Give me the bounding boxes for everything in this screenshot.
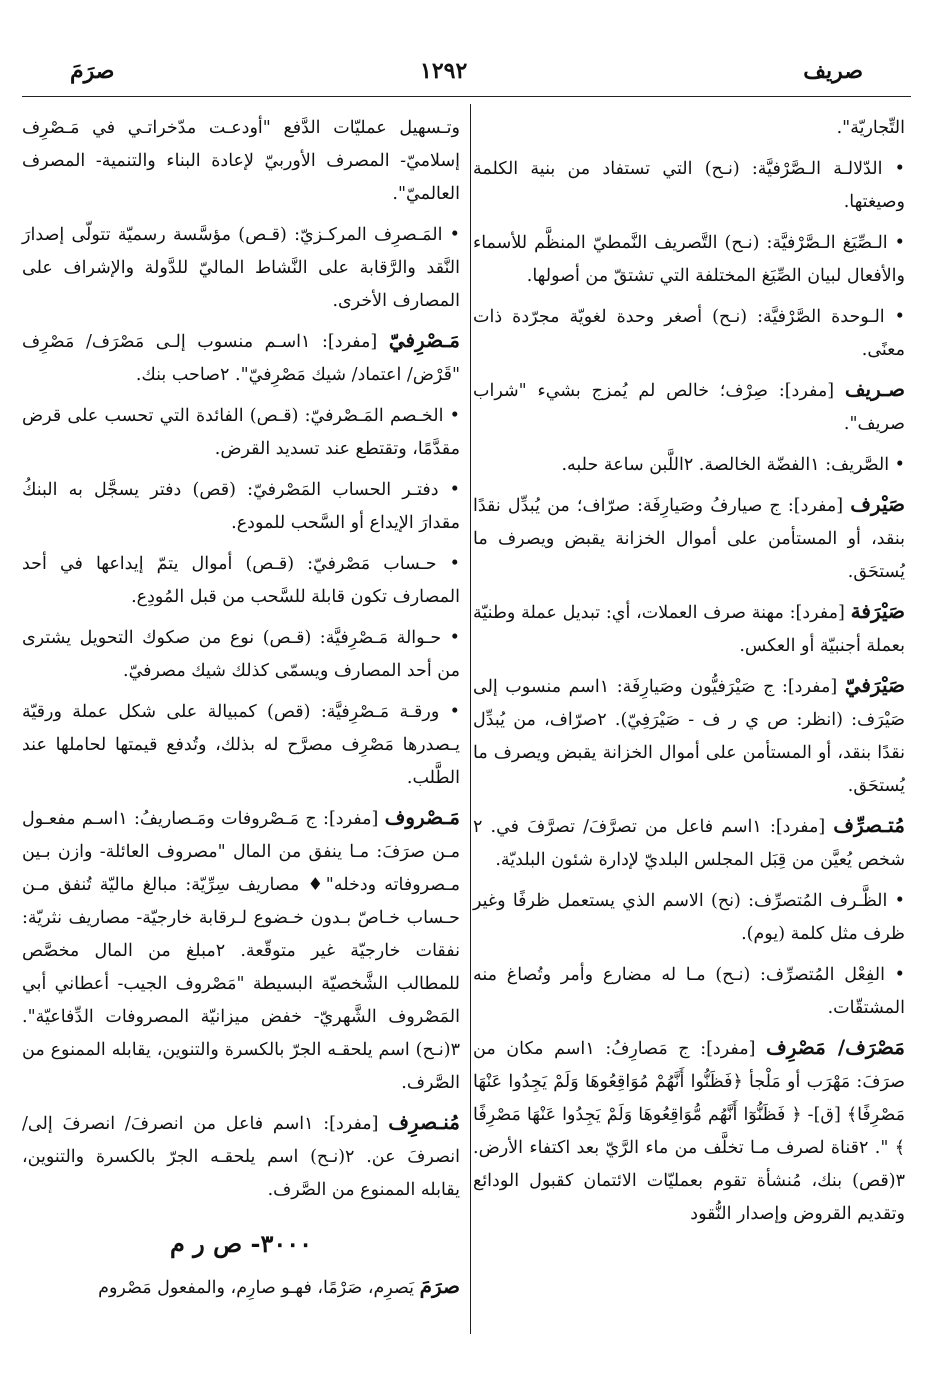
entry-text: • الصَّريف: ١الفضّة الخالصة. ٢اللَّبن ساعة حلبه. <box>561 455 905 475</box>
entry-paragraph <box>473 883 905 951</box>
entry-paragraph <box>473 957 905 1025</box>
entry-text: [مفرد]: ج مَصارِفُ: ١اسم مكان من صرَفَ: مَهْرَب أو مَلْجأ ﴿فَظَنُّوا أَنَّهُمْ مُوَاقِعُوهَا وَلَمْ يَجِدُوا عَنْهَا مَصْرِفًا﴾ [ق]- ﴿ فَظَنُّوٓا أَنَّهُم مُّوَاقِعُوهَا وَلَمْ يَجِدُوا عَنْهَا مَصْرِفًا ﴾ ". ٢قناة لصرف مـا تخلَّف من ماء الرَّيّ بعد اكتفاء الأرض. ٣(قص) بنك، مُنشأة تقوم بعمليّات الائتمان كقبول الودائع وتقديم القروض وإصدار النُّقود <box>473 1039 905 1224</box>
entry-text: • الدّلالـة الـصَّرْفيَّة: (نـح) التي تستفاد من بنية الكلمة وصيغتها. <box>473 159 905 212</box>
entry-headword: صَيْرَفة <box>850 599 905 623</box>
entry-paragraph <box>473 809 905 877</box>
entry-paragraph <box>473 447 905 482</box>
entry-text: التِّجاريّة". <box>836 118 905 138</box>
entry-paragraph <box>473 595 905 663</box>
entry-headword: صـريف <box>844 377 905 401</box>
entry-paragraph <box>22 694 460 795</box>
page-number: ١٢٩٢ <box>420 58 468 84</box>
header-left-word: صرَمَ <box>70 58 115 84</box>
column-divider <box>470 104 471 1334</box>
entry-text: • حـساب مَصْرفيّ: (قـص) أموال يتمّ إيداعها في أحد المصارف تكون قابلة للسَّحب من قبل المُودِع. <box>22 554 460 607</box>
entry-text: • دفتـر الحساب المَصْرفيّ: (قص) دفتر يسجَّل به البنكُ مقدارَ الإيداع أو السَّحب للمودع. <box>22 480 460 533</box>
entry-text: [مفرد]: ج صيارفُ وصَيارِفَة: صرّاف؛ من يُبدِّل نقدًا بنقد، أو المستأمن على أموال الخزانة يقبض ويصرف ما يُستحَق. <box>473 496 905 582</box>
entry-text: • الـوحدة الصَّرْفيَّة: (نـح) أصغر وحدة لغويّة مجرّدة ذات معنًى. <box>473 307 905 360</box>
entry-headword: مَـصْروف <box>384 805 460 829</box>
entry-paragraph <box>22 801 460 1100</box>
entry-text: • الفِعْل المُتصرِّف: (نـح) مـا له مضارع وأمر وتُصاغ منه المشتقّات. <box>473 965 905 1018</box>
entry-headword: مَصْرَف/ مَصْرِف <box>766 1035 905 1059</box>
entry-paragraph <box>22 1270 460 1305</box>
entry-headword: صَيْرف <box>850 492 905 516</box>
entry-text: [مفرد]: ١اسـم منسوب إلـى مَصْرَف/ مَصْرِف "قَرْض/ اعتماد/ شيك مَصْرِفيّ". ٢صاحب بنك. <box>22 332 460 385</box>
entry-text: [مفرد]: ١اسم فاعل من انصرفَ/ انصرفَ إلى/ انصرفَ عن. ٢(نـح) اسم يلحقـه الجرّ بالكسرة والتنوين، يقابله الممنوع من الصَّرف. <box>22 1114 460 1200</box>
entry-paragraph <box>473 110 905 145</box>
entry-paragraph <box>22 398 460 466</box>
entry-text: [مفرد]: مهنة صرف العملات، أي: تبديل عملة وطنيّة بعملة أجنبيّة أو العكس. <box>473 603 905 656</box>
entry-paragraph <box>473 299 905 367</box>
entry-text: [مفرد]: ١اسم فاعل من تصرَّفَ/ تصرَّفَ في. ٢ شخص يُعيَّن من قِبَل المجلس البلديّ لإدارة شئون البلديّة. <box>473 817 905 870</box>
right-column <box>473 110 905 1237</box>
entry-paragraph <box>473 669 905 803</box>
entry-headword: صَيْرَفيّ <box>844 673 905 697</box>
entry-headword: مُنـصرِف <box>388 1110 461 1134</box>
entry-headword: صرَمَ <box>419 1274 460 1298</box>
header-rule <box>22 96 911 97</box>
entry-headword: مُتـصرِّف <box>833 813 905 837</box>
entry-paragraph <box>473 488 905 589</box>
entry-text: • حـوالة مَـصْرِفيَّة: (قـص) نوع من صكوك التحويل يشترى من أحد المصارف ويسمّى كذلك شيك مصرفيّ. <box>22 628 460 681</box>
entry-text: • الـصِّيَغ الـصَّرْفيَّة: (نـح) التَّصريف النَّمطيّ المنظَّم للأسماء والأفعال لبيان الصِّيَغ المختلفة التي تشتقّ من أصولها. <box>473 233 905 286</box>
entry-text: [مفرد]: ج صَيْرَفيُّون وصَيارِفَة: ١اسم منسوب إلى صَيْرَف: (انظر: ص ي ر ف - صَيْرَفِيّ). ٢صرّاف، من يُبدِّل نقدًا بنقد، أو المستأمن على أموال الخزانة يقبض ويصرف ما يُستحَق. <box>473 677 905 796</box>
entry-paragraph <box>473 151 905 219</box>
page-header <box>0 52 933 96</box>
entry-text: [مفرد]: صِرْف؛ خالص لم يُمزج بشيء "شراب صريف". <box>473 381 905 434</box>
entry-text: • الخـصم المَـصْرفيّ: (قـص) الفائدة التي تحسب على قرض مقدَّمًا، وتقتطع عند تسديد القرض. <box>22 406 460 459</box>
entry-text: • ورقـة مَـصْرِفيَّة: (قص) كمبيالة على شكل عملة ورقيّة يـصدرها مَصْرِف مصرَّح له بذلك، وتُدفع قيمتها لحاملها عند الطَّلب. <box>22 702 460 788</box>
entry-paragraph <box>22 110 460 211</box>
entry-paragraph <box>22 1106 460 1207</box>
root-section-heading: ٣٠٠٠- ص ر م <box>169 1229 313 1258</box>
left-column <box>22 110 460 1311</box>
entry-paragraph <box>22 324 460 392</box>
entry-text: • المَـصرِف المركـزيّ: (قـص) مؤسَّسة رسميّة تتولّى إصدارَ النَّقد والرَّقابة على النَّشاط الماليّ للدَّولة والإشراف على المصارف الأخرى. <box>22 225 460 311</box>
entry-text: وتـسهيل عمليّات الدَّفع "أودعـت مدّخراتـي في مَـصْرِف إسلاميّ- المصرف الأوربيّ لإعادة البناء والتنمية- المصرف العالميّ". <box>22 118 460 204</box>
entry-text: • الظَّـرف المُتصرِّف: (نح) الاسم الذي يستعمل ظرفًا وغير ظرف مثل كلمة (يوم). <box>473 891 905 944</box>
entry-paragraph <box>22 217 460 318</box>
entry-paragraph <box>22 620 460 688</box>
entry-paragraph <box>473 1031 905 1231</box>
entry-paragraph <box>22 546 460 614</box>
entry-text: يَصرِم، صَرْمًا، فهـو صارِم، والمفعول مَصْروم <box>98 1278 420 1298</box>
entry-paragraph <box>22 472 460 540</box>
entry-paragraph <box>473 225 905 293</box>
entry-text: [مفرد]: ج مَـصْروفات ومَـصاريفُ: ١اسـم مفعـول مـن صرَفَ: مـا ينفق من المال "مصروف العائلة- وازن بـين مـصروفاته ودخله"♦ مصاريف سِرِّيّة: مبالغ ماليّة تُنفق مـن حـساب خـاصّ بـدون خـضوع لـرقابة خارجيّة- مصاريف نثريّة: نفقات خارجيّة غير متوقّعة. ٢مبلغ من المال مخصَّص للمطالب الشَّخصيّة البسيطة "مَصْروف الجيب- أعطاني أبي المَصْروف الشَّهريّ- خفض ميزانيّة المصروفات الدِّفاعيّة". ٣(نـح) اسم يلحقـه الجرّ بالكسرة والتنوين، يقابله الممنوع من الصَّرف. <box>22 809 460 1093</box>
entry-paragraph <box>473 373 905 441</box>
header-right-word: صريف <box>803 58 863 84</box>
entry-headword: مَـصْرِفيّ <box>388 328 461 352</box>
